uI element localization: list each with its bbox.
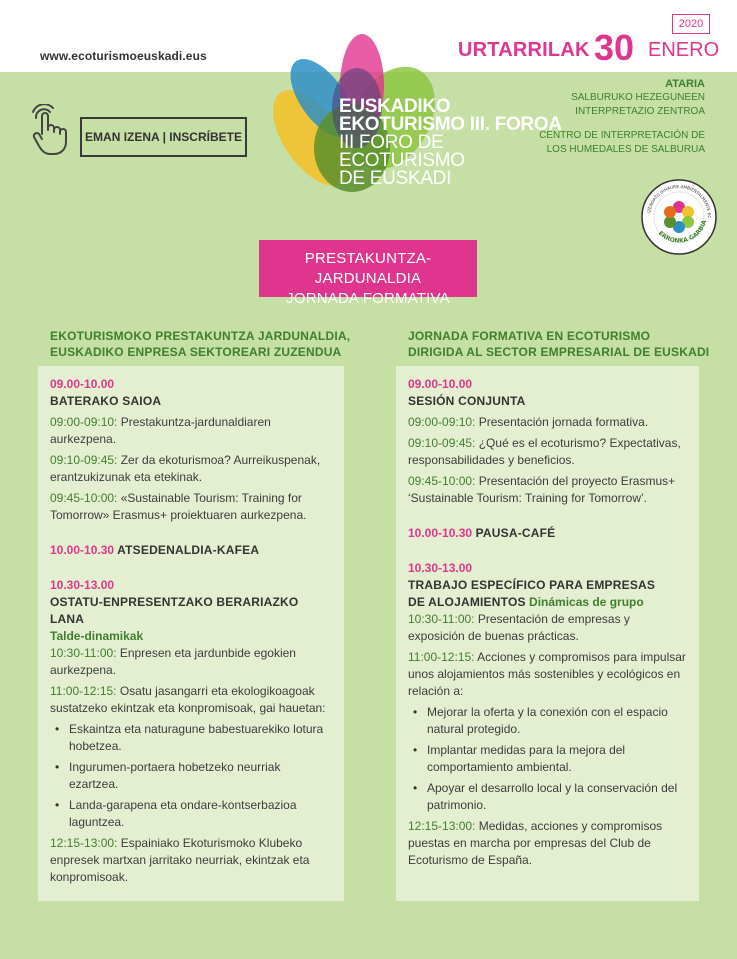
session-time: 10.30-13.00 (50, 578, 115, 592)
session-title-cont: DE ALOJAMIENTOS (408, 595, 526, 609)
session-joint (50, 376, 332, 524)
seal-text-bottom: ERRONKA GARBIA (656, 219, 709, 245)
item-text: Presentación del proyecto Erasmus+ ‘Sustainable Tourism: Training for Tomorrow’. (408, 474, 676, 505)
forum-title-line2: EKOTURISMO III. FOROA (339, 114, 562, 135)
list-item: • Mejorar la oferta y la conexión con el espacio natural protegido. (408, 704, 687, 738)
item-text: «Sustainable Tourism: Training for Tomorrow» Erasmus+ proiektuaren aurkezpena. (50, 491, 307, 522)
item-time: 10:30-11:00: (408, 612, 475, 626)
item-time: 09:45-10:00: (50, 491, 118, 505)
year-badge: 2020 (672, 14, 710, 34)
agenda-item (50, 452, 332, 486)
left-heading-line2: EUSKADIKO ENPRESA SEKTOREARI ZUZENDUA (50, 345, 342, 359)
pointer-hand-icon (30, 104, 70, 156)
date-spanish: ENERO (648, 39, 720, 61)
item-text: Medidas, acciones y compromisos puestas en marcha por empresas del Club de Ecoturismo de España. (408, 819, 663, 867)
item-time: 09:00-09:10: (50, 415, 118, 429)
session-title: BATERAKO SAIOA (50, 394, 162, 408)
session-title: PAUSA-CAFÉ (472, 526, 556, 540)
item-text: Osatu jasangarri eta ekologikoagoak sustatzeko ekintzak eta konpromisoak, gai hauetan: (50, 684, 326, 715)
venue-eus-line1: SALBURUKO HEZEGUNEEN (571, 92, 705, 103)
agenda-item (408, 649, 687, 700)
session-break (50, 542, 332, 559)
banner-line2: JORNADA FORMATIVA (286, 290, 450, 307)
right-heading-line1: JORNADA FORMATIVA EN ECOTURISMO (408, 329, 651, 343)
item-time: 11:00-12:15: (408, 650, 475, 664)
agenda-item (408, 473, 687, 507)
agenda-item (408, 818, 687, 869)
item-text: Enpresen eta jardunbide egokien aurkezpena. (50, 646, 296, 677)
list-item: • Ingurumen-portaera hobetzeko neurriak ezartzea. (50, 759, 332, 793)
session-time: 10.00-10.30 (50, 543, 115, 557)
event-type-banner (259, 240, 477, 307)
session-subtitle: Talde-dinamikak (50, 629, 144, 643)
right-heading-line2: DIRIGIDA AL SECTOR EMPRESARIAL DE EUSKADI (408, 345, 710, 359)
date-day: 30 (594, 27, 635, 68)
agenda-item (408, 611, 687, 645)
session-title: OSTATU-ENPRESENTZAKO BERARIAZKO LANA (50, 595, 299, 626)
item-time: 09:10-09:45: (50, 453, 118, 467)
agenda-panel-spanish (396, 366, 699, 901)
environmental-seal-icon (640, 178, 718, 256)
item-time: 10:30-11:00: (50, 646, 117, 660)
session-time: 09.00-10.00 (408, 377, 473, 391)
forum-title (339, 98, 569, 188)
session-time: 10.00-10.30 (408, 526, 473, 540)
event-date (458, 27, 720, 71)
agenda-item (50, 414, 332, 448)
date-basque: URTARRILAK (458, 39, 590, 61)
forum-title-line3: III FORO DE ECOTURISMO (339, 132, 465, 171)
session-title: TRABAJO ESPECÍFICO PARA EMPRESAS (408, 578, 656, 592)
venue-es-line2: LOS HUMEDALES DE SALBURUA (546, 144, 705, 155)
venue-title: ATARIA (665, 78, 705, 90)
item-text: Zer da ekoturismoa? Aurreikuspenak, erantzukizunak eta etekinak. (50, 453, 321, 484)
item-time: 09:10-09:45: (408, 436, 476, 450)
item-text: Presentación de empresas y exposición de buenas prácticas. (408, 612, 630, 643)
session-time: 10.30-13.00 (408, 561, 473, 575)
item-text: Prestakuntza-jardunaldiaren aurkezpena. (50, 415, 271, 446)
register-button[interactable]: EMAN IZENA | INSCRÍBETE (80, 117, 247, 157)
item-time: 12:15-13:00: (408, 819, 476, 833)
agenda-item (50, 645, 332, 679)
session-workshop (408, 560, 687, 869)
item-time: 12:15-13:00: (50, 836, 118, 850)
seal-text-top: IZENDATU GIHAURE AMBIENTALMENTE EC (646, 183, 713, 219)
forum-title-line4: DE EUSKADI (339, 168, 452, 189)
website-url[interactable]: www.ecoturismoeuskadi.eus (40, 49, 207, 63)
item-text: ¿Qué es el ecoturismo? Expectativas, responsabilidades y beneficios. (408, 436, 681, 467)
left-heading-line1: EKOTURISMOKO PRESTAKUNTZA JARDUNALDIA, (50, 329, 351, 343)
agenda-panel-basque (38, 366, 344, 901)
item-time: 09:00-09:10: (408, 415, 476, 429)
agenda-item (50, 835, 332, 886)
item-time: 11:00-12:15: (50, 684, 117, 698)
session-break (408, 525, 687, 542)
list-item: • Apoyar el desarrollo local y la conservación del patrimonio. (408, 780, 687, 814)
agenda-item (408, 435, 687, 469)
session-title: ATSEDENALDIA-KAFEA (114, 543, 260, 557)
session-subtitle: Dinámicas de grupo (525, 595, 644, 609)
forum-title-line1: EUSKADIKO (339, 96, 451, 117)
list-item: • Landa-garapena eta ondare-kontserbazioa laguntzea. (50, 797, 332, 831)
topic-list (50, 721, 332, 831)
session-joint (408, 376, 687, 507)
agenda-item (50, 490, 332, 524)
session-time: 09.00-10.00 (50, 377, 115, 391)
topic-list (408, 704, 687, 814)
session-workshop (50, 577, 332, 886)
item-time: 09:45-10:00: (408, 474, 476, 488)
item-text: Presentación jornada formativa. (475, 415, 649, 429)
item-text: Acciones y compromisos para impulsar unos alojamientos más sostenibles y ecológicos en relación a: (408, 650, 686, 698)
banner-line1: PRESTAKUNTZA-JARDUNALDIA (304, 250, 432, 287)
venue-es-line1: CENTRO DE INTERPRETACIÓN DE (539, 130, 705, 141)
agenda-item (408, 414, 687, 431)
left-column-heading (50, 328, 360, 360)
list-item: • Eskaintza eta naturagune babestuarekiko lotura hobetzea. (50, 721, 332, 755)
item-text: Espainiako Ekoturismoko Klubeko enpresek martxan jarritako neurriak, ekintzak eta konpromisoak. (50, 836, 310, 884)
list-item: • Implantar medidas para la mejora del comportamiento ambiental. (408, 742, 687, 776)
venue-eus-line2: INTERPRETAZIO ZENTROA (575, 106, 705, 117)
agenda-item (50, 683, 332, 717)
session-title: SESIÓN CONJUNTA (408, 394, 526, 408)
right-column-heading (408, 328, 718, 360)
